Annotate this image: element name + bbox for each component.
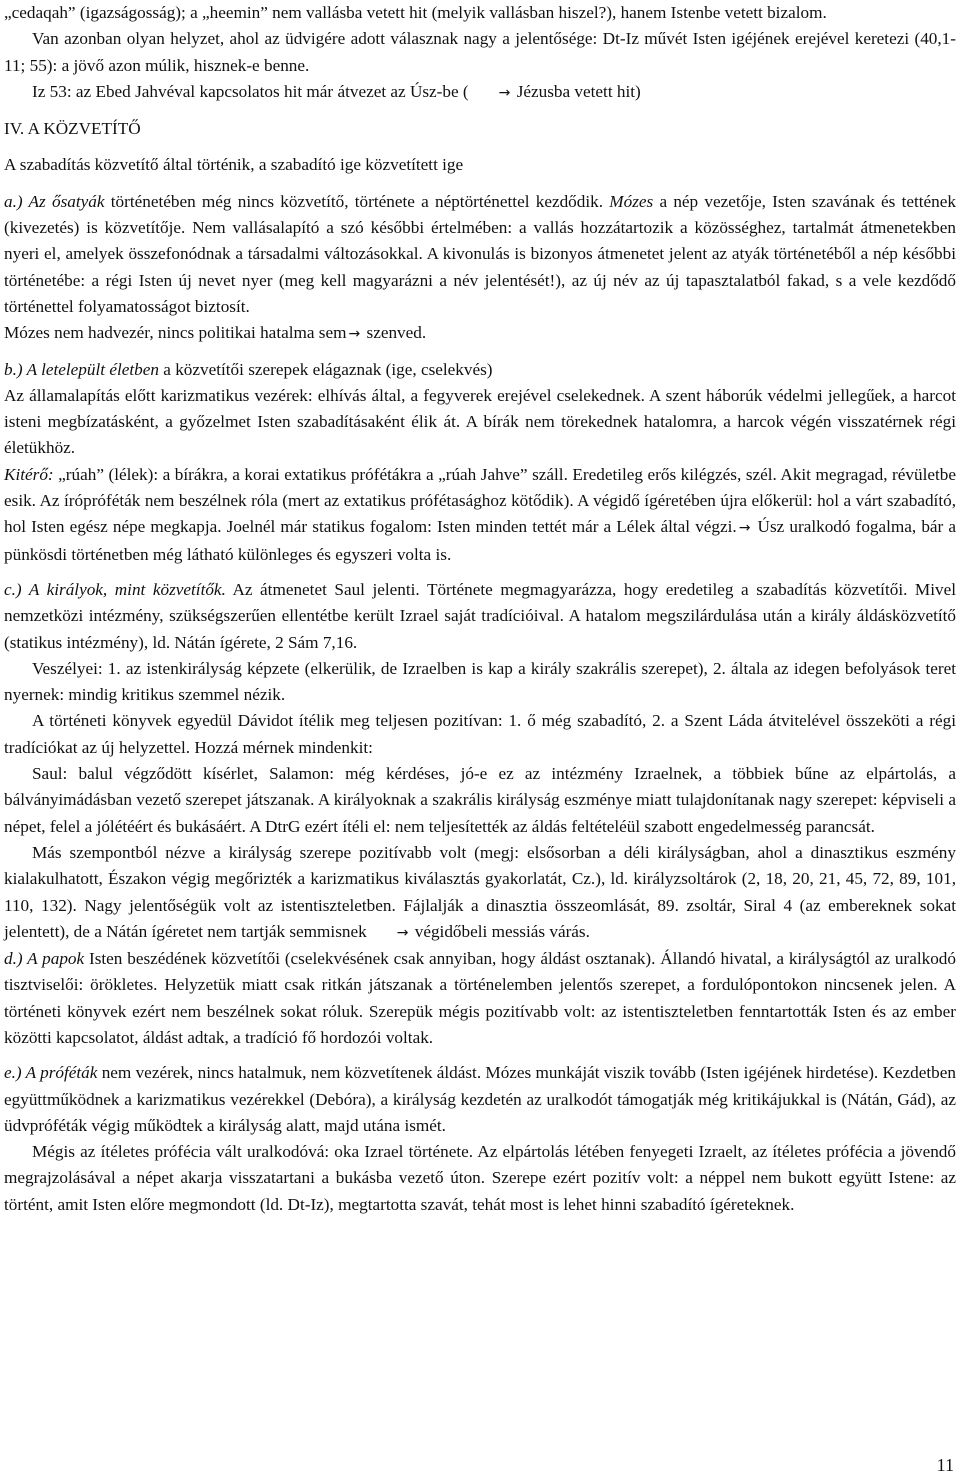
paragraph-c-text1: Az átmenetet Saul jelenti. Története megmagyarázza, hogy eredetileg a szabadítás közvetítői. Mivel nemzetközi intézmény, szükségszerűen ellentétbe került Izrael saját tradícióival. A hatalom megszilárdulása után a király áldásközvetítő (statikus intézmény), ld. Nátán ígérete, 2 Sám 7,16. (4, 579, 956, 652)
kiralysag-text: Más szempontból nézve a királyság szerepe pozitívabb volt (megj: elsősorban a déli királyságban, ahol a dinasztikus eszmény kialakulhatott, Északon végig megőrizték a karizmatikus kiválasztás gyakorlatát, Cz.), ld. királyzsoltárok (2, 18, 20, 21, 45, 72, 89, 101, 110, 132). Nagy jelentőségük volt az istentiszteletben. Fájlalják a dinasztia összeomlását, 89. zsoltár, Siral 4 (az embereknek sokat jelentett), de a Nátán ígéretet nem tartják semmisnek (4, 842, 956, 941)
mozes-text: Mózes nem hadvezér, nincs politikai hatalma sem (4, 323, 347, 343)
paragraph-d-text: Isten beszédének közvetítői (cselekvésének csak annyiban, hogy áldást osztanak). Állandó hivatal, a királyságtól az uralkodó tisztviselői: örökletes. Helyzetük miatt csak ritkán játszanak a történelemben jelentős szerepet, a fordulópontokon nincsenek jelen. A történeti könyvek ezért nem beszélnek sokat róluk. Szerepük mégis pozitívabb volt: az istentiszteletben fenntartották Isten és az ember közötti kapcsolatot, áldást adtak, a tradíció fő hordozói voltak. (4, 949, 956, 1047)
paragraph-c-veszelyei: Veszélyei: 1. az istenkirályság képzete (elkerülik, de Izraelben is kap a király szakrális szerepet), 2. általa az idegen befolyások teret nyernek: mindig kritikus szemmel nézik. (4, 658, 956, 705)
iz53-text-end: Jézusba vetett hit) (512, 81, 641, 101)
term-mozes: Mózes (609, 191, 654, 211)
mozes-text-end: szenved. (362, 323, 427, 343)
arrow-icon: → (498, 84, 511, 101)
paragraph-a-text1: történetében még nincs közvetítő, története a néptörténettel kezdődik. (104, 191, 610, 211)
label-a: a.) Az ősatyák (4, 191, 105, 211)
label-kitero: Kitérő: (4, 464, 54, 484)
paragraph-c-kiralysag (4, 840, 956, 946)
arrow-icon: → (738, 520, 751, 537)
paragraph-b-text1: a közvetítői szerepek elágaznak (ige, cselekvés) (158, 359, 493, 379)
paragraph-b-body: Az államalapítás előtt karizmatikus vezérek: elhívás által, a fegyverek erejével cselekednek. A szent háborúk védelmi jellegűek, a harcot isteni megbízatásként, a győzelmet Isten szabadításaként élik át. A bírák nem törekednek hatalomra, a harcok végén visszatérnek régi életükhöz. (4, 385, 956, 458)
paragraph-e (4, 1060, 956, 1139)
paragraph-a (4, 189, 956, 320)
paragraph-a-text2: a nép vezetője, Isten szavának és tettének (kivezetés) is közvetítője. Nem vallásalapító a szó későbbi értelmében: a vallás hozzátartozik a közösséghez, tartalmát átmenetekben nyeri el, amelyek összefonódnak a társadalmi változásokkal. A kivonulás is bizonyos átmenetet jelent az atyák történetéből a nép későbbi történetébe: a régi Isten új nevet nyer (meg kell magyarázni a név jelentését!), az új név az új tapasztalatból fakad, s a vele kezdődő történettel folyamatosságot biztosít. (4, 191, 957, 316)
paragraph-kitero (4, 462, 956, 568)
page-number: 11 (936, 1454, 954, 1475)
label-b: b.) A letelepült életben (4, 359, 159, 379)
paragraph-a-last (4, 320, 956, 347)
paragraph-dt-iz: Van azonban olyan helyzet, ahol az üdvigére adott válasznak nagy a jelentősége: Dt-Iz művét Isten igéjének erejével keretezi (40,1-11; 55): a jövő azon múlik, hisznek-e benne. (4, 29, 956, 75)
label-c: c.) A királyok, mint közvetítők. (4, 579, 226, 599)
iz53-text: Iz 53: az Ebed Jahvéval kapcsolatos hit már átvezet az Úsz-be ( (32, 81, 469, 101)
paragraph-b (4, 357, 956, 383)
section-heading: IV. A KÖZVETÍTŐ (4, 119, 141, 139)
paragraph-iz53 (4, 79, 956, 106)
text-column (4, 0, 956, 1218)
paragraph-hit: „cedaqah” (igazságosság); a „heemin” nem vallásba vetett hit (melyik vallásban hiszel?), hanem Istenbe vetett bizalom. (4, 3, 827, 22)
label-d: d.) A papok (4, 949, 85, 969)
kiralysag-text-end: végidőbeli messiás várás. (410, 921, 590, 941)
paragraph-e-text: nem vezérek, nincs hatalmuk, nem közvetítenek áldást. Mózes munkáját viszik tovább (Isten igéjének hirdetése). Kezdetben együttműködnek a karizmatikus vezérekkel (Debóra), a királyság kezdetén az uralkodót támogatják még kritikájukkal is (Nátán, Gád), az üdvpróféták végig működtek a királyság alatt, majd utána ismét. (4, 1063, 957, 1135)
kitero-text2: Úsz uralkodó fogalma, bár a pünkösdi történetben még látható különleges és egyszeri volta is. (4, 517, 957, 564)
section-subheading: A szabadítás közvetítő által történik, a szabadító ige közvetített ige (4, 155, 464, 175)
paragraph-c (4, 577, 956, 656)
label-e: e.) A próféták (4, 1063, 98, 1083)
arrow-icon: → (348, 326, 361, 343)
paragraph-c-david: A történeti könyvek egyedül Dávidot ítélik meg teljesen pozitívan: 1. ő még szabadító, 2. a Szent Láda átvitelével összeköti a régi tradíciókat az új helyzettel. Hozzá mérnek mindenkit: (4, 711, 956, 757)
arrow-icon: → (396, 924, 409, 941)
paragraph-d (4, 946, 956, 1051)
kitero-text1: „rúah” (lélek): a bírákra, a korai extatikus prófétákra a „rúah Jahve” száll. Eredetileg erős kilégzés, szél. Akit megragad, révületbe esik. Az írópróféták nem beszélnek róla (mert az extatikus prófétasághoz kötődik). A végidő ígéretében újra előkerül: hol a várt szabadító, hol Isten egész népe megkapja. Joelnél már statikus fogalom: Isten minden tettét már a Lélek által végzi. (4, 464, 956, 537)
paragraph-e-itelet: Mégis az ítéletes prófécia vált uralkodóvá: oka Izrael története. Az elpártolás létében fenyegeti Izraelt, az ítéletes prófécia a jövendő megrajzolásával a népet akarja visszatartani a bukásba vezető úton. Szerepe ezért pozitív volt: a néppel nem bukott együtt Istene: az történt, amit Isten előre megmondott (ld. Dt-Iz), megtartotta szavát, tehát most is lehet hinni szabadító ígéreteknek. (4, 1142, 956, 1214)
paragraph-c-saul: Saul: balul végződött kísérlet, Salamon: még kérdéses, jó-e ez az intézmény Izraelnek, a többiek bűne az elpártolás, a bálványimádásban vezető szerepet játszanak. A királyoknak a szakrális királyság eszménye miatt tulajdonítanak nagy szerepet: képviseli a népet, felel a jólétéért és bukásáért. A DtrG ezért ítéli el: nem teljesítették az áldás feltételéül szabott engedelmesség parancsát. (4, 764, 956, 836)
